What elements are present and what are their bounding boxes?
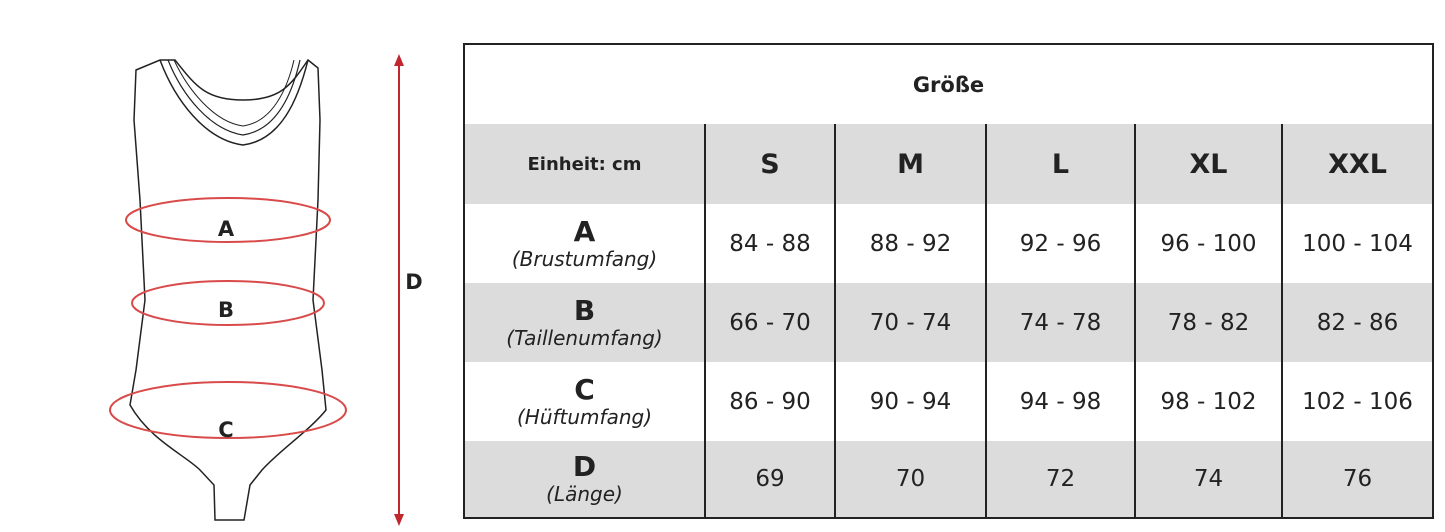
size-header-s: S: [706, 124, 836, 204]
bodysuit-outline: [130, 60, 326, 520]
neckline-outer: [160, 60, 308, 145]
size-header-l: L: [987, 124, 1136, 204]
value-cell: 78 - 82: [1136, 283, 1283, 362]
value-cell: 92 - 96: [987, 204, 1136, 283]
label-b: B: [217, 298, 235, 322]
value-cell: 90 - 94: [836, 362, 987, 441]
garment-measurement-diagram: [0, 0, 460, 532]
value-cell: 86 - 90: [706, 362, 836, 441]
row-label-cell: B (Taillenumfang): [465, 283, 706, 362]
row-label-cell: A (Brustumfang): [465, 204, 706, 283]
value-cell: 84 - 88: [706, 204, 836, 283]
size-header-m: M: [836, 124, 987, 204]
table-row: [465, 362, 1432, 441]
row-label-cell: C (Hüftumfang): [465, 362, 706, 441]
header-row: [465, 124, 1432, 204]
arrow-up-icon: [394, 54, 404, 66]
value-cell: 100 - 104: [1302, 230, 1413, 257]
label-c: C: [218, 418, 234, 442]
value-cell: 94 - 98: [987, 362, 1136, 441]
table-row: [465, 204, 1432, 283]
value-cell: 88 - 92: [836, 204, 987, 283]
arrow-down-icon: [394, 514, 404, 526]
label-a: A: [217, 217, 235, 241]
value-cell: 102 - 106: [1302, 388, 1413, 415]
value-cell: 82 - 86: [1316, 309, 1399, 336]
value-cell: 74 - 78: [987, 283, 1136, 362]
value-cell: 76: [1342, 466, 1373, 492]
value-cell: 70 - 74: [836, 283, 987, 362]
unit-header-cell: [465, 124, 706, 204]
table-row: [465, 283, 1432, 362]
value-cell: 69: [706, 441, 836, 517]
value-cell: 98 - 102: [1136, 362, 1283, 441]
table-row: [465, 441, 1432, 517]
table-title-row: [465, 45, 1432, 124]
label-d: D: [405, 270, 423, 294]
size-table: [463, 43, 1434, 519]
row-label-cell: D (Länge): [465, 441, 706, 517]
value-cell: 66 - 70: [706, 283, 836, 362]
value-cell: 74: [1136, 441, 1283, 517]
value-cell: 72: [987, 441, 1136, 517]
value-cell: 70: [836, 441, 987, 517]
size-header-xxl: XXL: [1328, 148, 1387, 180]
unit-label: Einheit: cm: [527, 153, 642, 175]
value-cell: 96 - 100: [1136, 204, 1283, 283]
size-header-xl: XL: [1136, 124, 1283, 204]
table-title: Größe: [912, 72, 985, 97]
